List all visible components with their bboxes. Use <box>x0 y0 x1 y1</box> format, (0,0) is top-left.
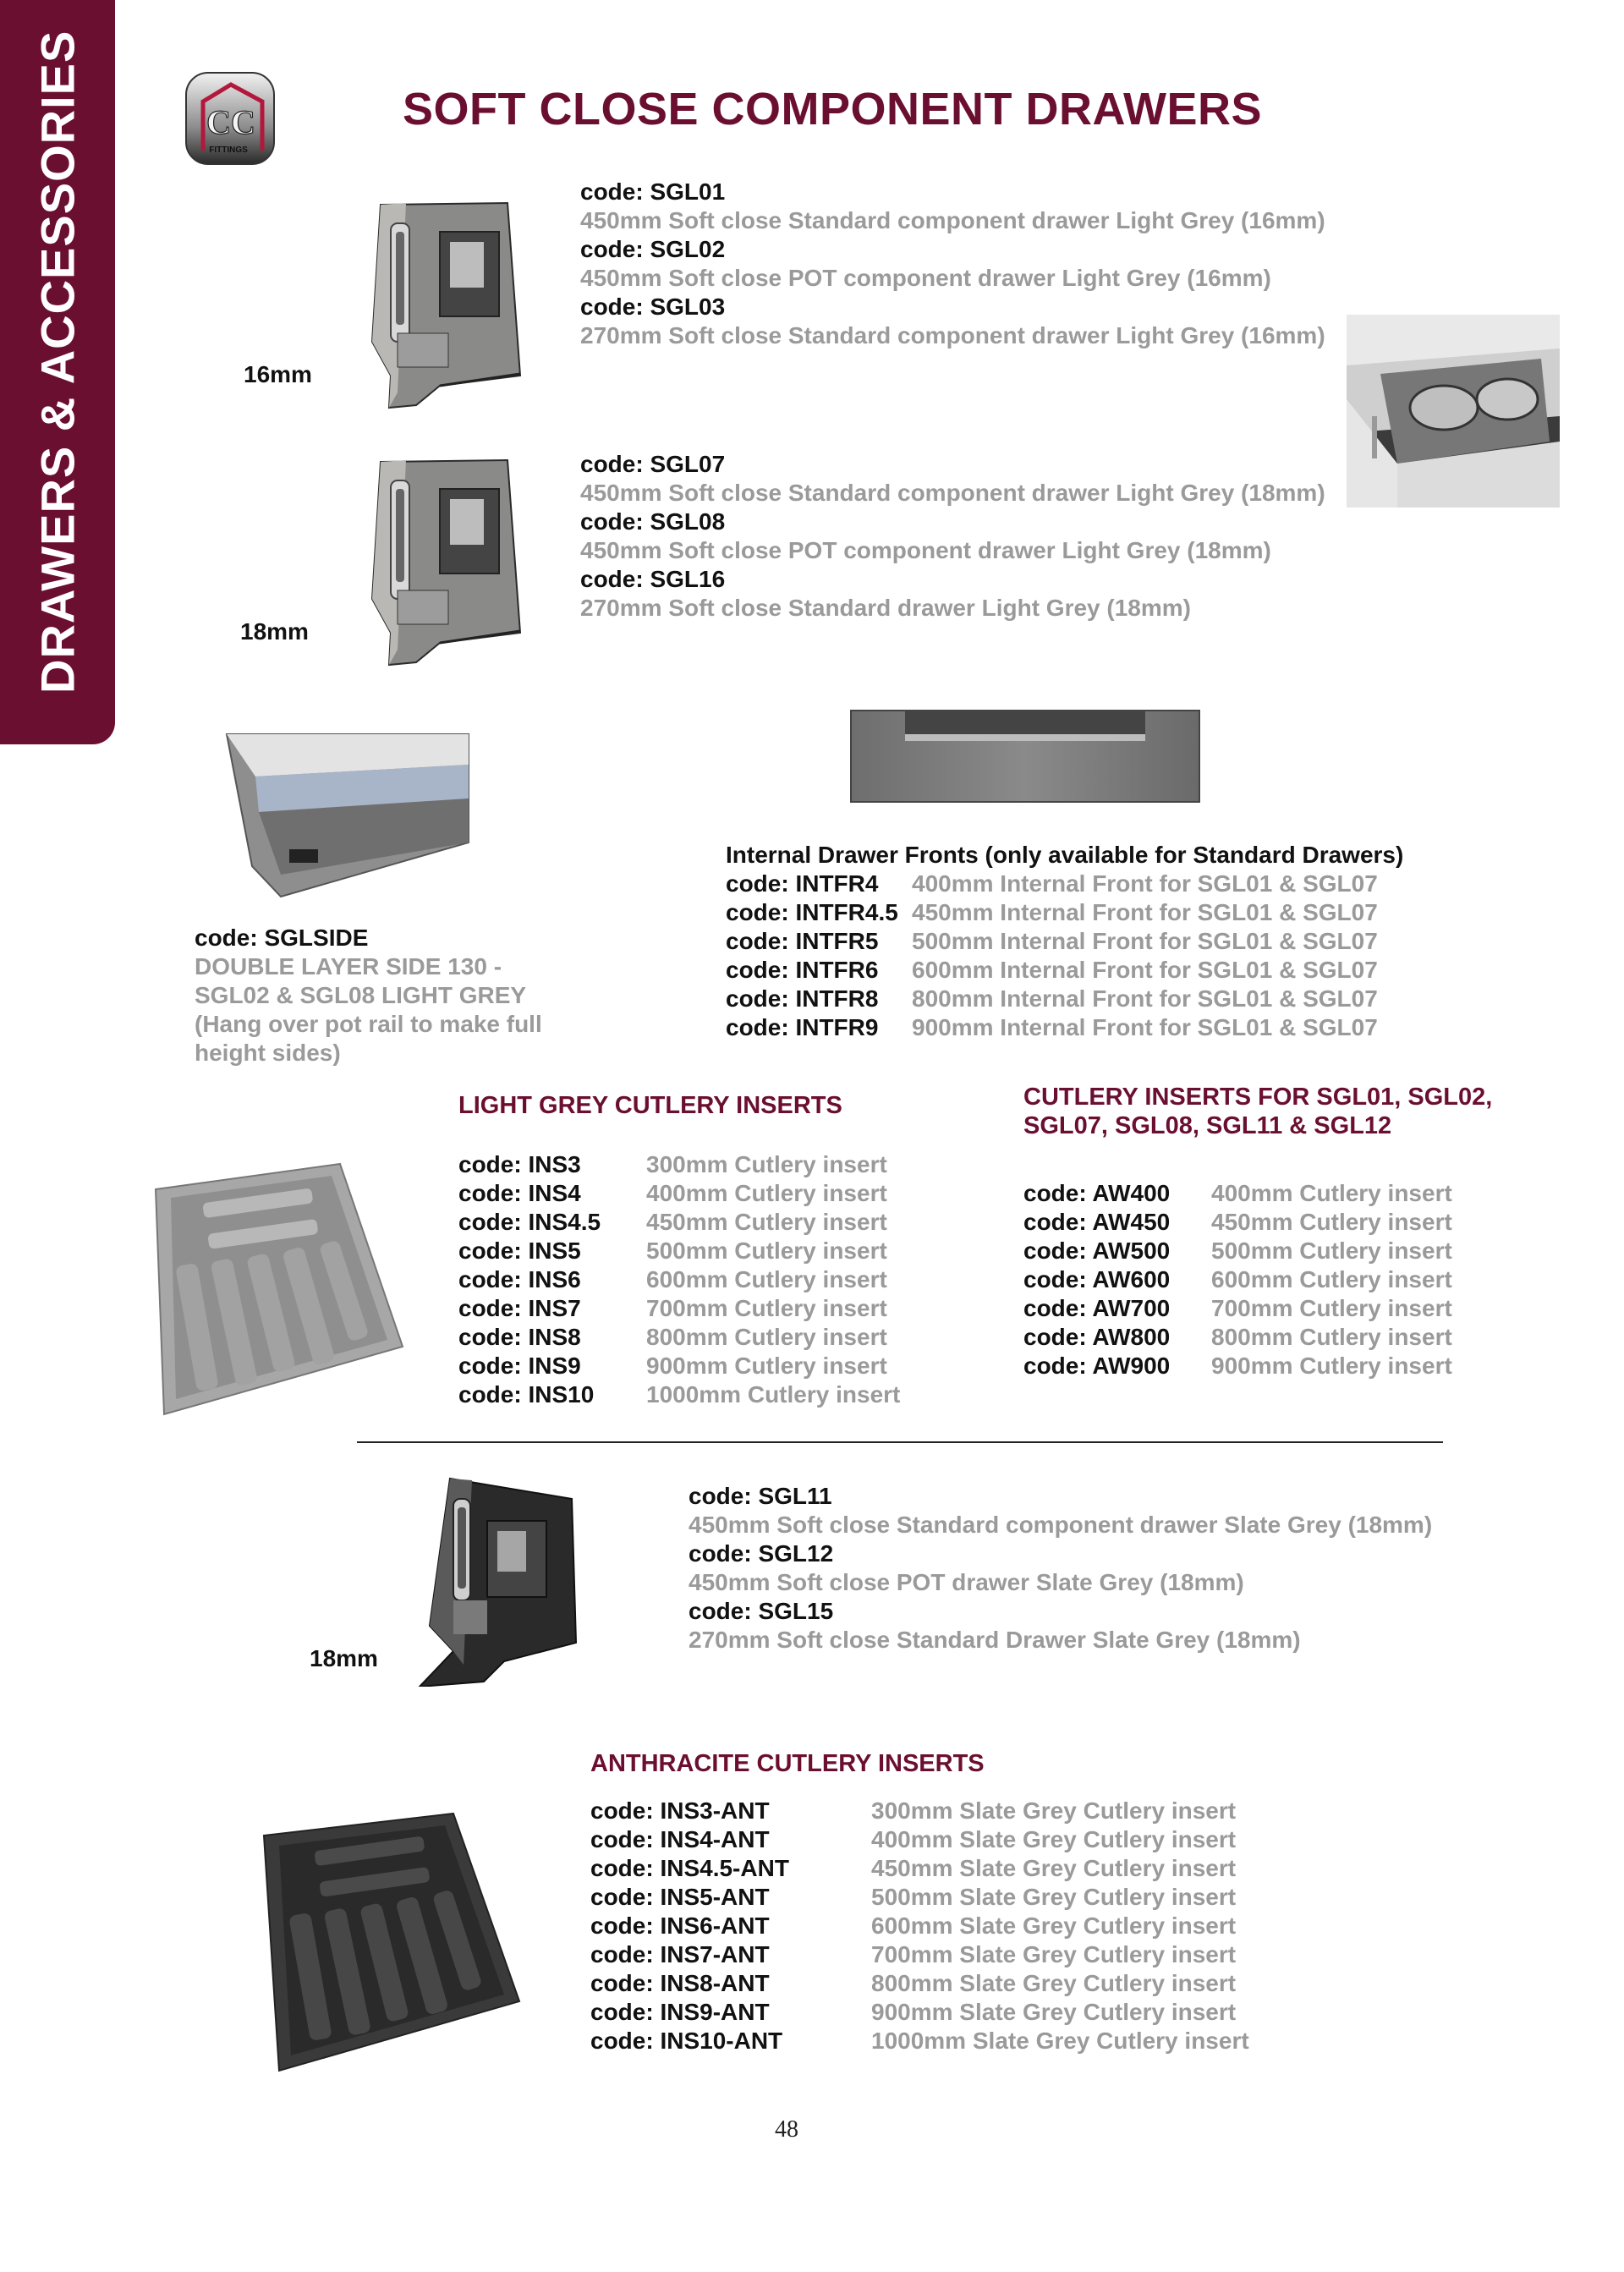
product-code: code: INS4 <box>458 1180 581 1206</box>
list-item <box>458 1237 900 1265</box>
aw-inserts-heading-line2: SGL07, SGL08, SGL11 & SGL12 <box>1023 1112 1392 1139</box>
product-code: code: SGLSIDE <box>195 925 369 951</box>
size-label-slate-18mm: 18mm <box>310 1645 378 1671</box>
light-grey-insert-image <box>152 1162 406 1416</box>
product-desc: 450mm Soft close Standard component drawer Light Grey (16mm) <box>580 207 1325 233</box>
aw-inserts-list <box>1023 1179 1452 1380</box>
product-desc: 270mm Soft close Standard drawer Light Grey (18mm) <box>580 595 1191 621</box>
list-item <box>590 1883 1249 1912</box>
product-code: code: INS9-ANT <box>590 1999 770 2025</box>
product-code: code: SGL16 <box>580 566 726 592</box>
product-desc: 800mm Cutlery insert <box>646 1324 887 1350</box>
product-code: code: AW500 <box>1023 1238 1171 1264</box>
product-code: code: AW900 <box>1023 1353 1171 1379</box>
company-logo <box>184 69 277 167</box>
light-inserts-list <box>458 1150 900 1409</box>
list-item <box>726 898 1378 927</box>
product-code: code: AW450 <box>1023 1209 1171 1235</box>
product-desc: 270mm Soft close Standard Drawer Slate Grey (18mm) <box>689 1627 1301 1653</box>
anthracite-insert-image <box>262 1812 521 2072</box>
product-code: code: INTFR8 <box>726 985 879 1012</box>
list-item <box>458 1179 900 1208</box>
product-desc: 800mm Slate Grey Cutlery insert <box>871 1970 1237 1996</box>
product-desc: 700mm Cutlery insert <box>646 1295 887 1321</box>
product-code: code: INTFR9 <box>726 1014 879 1040</box>
product-code: code: INS9 <box>458 1353 581 1379</box>
group16-list <box>580 178 1325 350</box>
list-item <box>726 1013 1378 1042</box>
list-item <box>590 1854 1249 1883</box>
product-desc: 700mm Cutlery insert <box>1211 1295 1452 1321</box>
product-desc: 450mm Cutlery insert <box>1211 1209 1452 1235</box>
list-item <box>1023 1323 1452 1352</box>
group18-list <box>580 450 1325 623</box>
list-item <box>1023 1265 1452 1294</box>
list-item <box>458 1323 900 1352</box>
list-item <box>590 2027 1249 2055</box>
product-desc-line: height sides) <box>195 1040 341 1066</box>
product-code: code: SGL07 <box>580 451 726 477</box>
product-desc: 900mm Slate Grey Cutlery insert <box>871 1999 1237 2025</box>
product-code: code: INTFR4 <box>726 870 879 897</box>
page-number: 48 <box>775 2116 798 2143</box>
list-item <box>1023 1237 1452 1265</box>
product-code: code: INS8-ANT <box>590 1970 770 1996</box>
product-code: code: AW800 <box>1023 1324 1171 1350</box>
logo-text: CC <box>206 103 255 141</box>
list-item <box>590 1825 1249 1854</box>
section-divider <box>357 1441 1443 1443</box>
product-desc: 1000mm Cutlery insert <box>646 1381 901 1408</box>
aw-inserts-heading-line1: CUTLERY INSERTS FOR SGL01, SGL02, <box>1023 1084 1493 1111</box>
product-code: code: INTFR4.5 <box>726 899 898 925</box>
drawer-side-slate-image <box>403 1474 580 1687</box>
product-code: code: SGL12 <box>689 1540 834 1567</box>
list-item <box>458 1294 900 1323</box>
product-desc: 500mm Cutlery insert <box>1211 1238 1452 1264</box>
product-code: code: INS3-ANT <box>590 1797 770 1824</box>
drawer-side-18mm-image <box>338 455 524 668</box>
product-code: code: INS7 <box>458 1295 581 1321</box>
product-desc: 450mm Cutlery insert <box>646 1209 887 1235</box>
list-item <box>590 1797 1249 1825</box>
product-desc: 400mm Cutlery insert <box>1211 1180 1452 1206</box>
product-desc: 700mm Slate Grey Cutlery insert <box>871 1941 1237 1967</box>
product-desc: 400mm Slate Grey Cutlery insert <box>871 1826 1237 1852</box>
logo-subtext: FITTINGS <box>209 145 248 155</box>
product-code: code: INS6-ANT <box>590 1913 770 1939</box>
list-item <box>726 956 1378 985</box>
product-code: code: INTFR6 <box>726 957 879 983</box>
product-code: code: SGL11 <box>689 1483 832 1509</box>
list-item <box>458 1208 900 1237</box>
list-item <box>458 1352 900 1380</box>
product-desc: 900mm Cutlery insert <box>646 1353 887 1379</box>
product-desc: 600mm Cutlery insert <box>1211 1266 1452 1292</box>
list-item <box>726 870 1378 898</box>
product-code: code: INS5 <box>458 1238 581 1264</box>
slate-group-list <box>689 1482 1432 1655</box>
product-code: code: INS4.5-ANT <box>590 1855 789 1881</box>
product-code: code: INS5-ANT <box>590 1884 770 1910</box>
product-desc-line: DOUBLE LAYER SIDE 130 - <box>195 953 502 980</box>
page-title: SOFT CLOSE COMPONENT DRAWERS <box>403 84 1263 134</box>
list-item <box>1023 1294 1452 1323</box>
product-desc-line: (Hang over pot rail to make full <box>195 1011 542 1037</box>
product-code: code: SGL08 <box>580 508 726 535</box>
internal-front-image <box>849 709 1201 804</box>
list-item <box>590 1969 1249 1998</box>
list-item <box>590 1912 1249 1940</box>
list-item <box>1023 1208 1452 1237</box>
internal-fronts-list <box>726 870 1378 1042</box>
sglside-block <box>195 924 542 1067</box>
size-label-16mm: 16mm <box>244 361 312 387</box>
product-desc: 450mm Soft close Standard component drawer Slate Grey (18mm) <box>689 1512 1433 1538</box>
product-desc: 450mm Soft close POT drawer Slate Grey (18mm) <box>689 1569 1244 1595</box>
product-code: code: INS8 <box>458 1324 581 1350</box>
product-code: code: INS3 <box>458 1151 581 1177</box>
product-code: code: AW700 <box>1023 1295 1171 1321</box>
product-desc: 500mm Internal Front for SGL01 & SGL07 <box>912 928 1378 954</box>
product-code: code: INS10-ANT <box>590 2028 783 2054</box>
internal-fronts-heading: Internal Drawer Fronts (only available for Standard Drawers) <box>726 842 1404 868</box>
product-desc: 800mm Internal Front for SGL01 & SGL07 <box>912 985 1378 1012</box>
product-code: code: SGL02 <box>580 236 726 262</box>
product-desc: 500mm Cutlery insert <box>646 1238 887 1264</box>
product-code: code: INS10 <box>458 1381 595 1408</box>
product-code: code: AW400 <box>1023 1180 1171 1206</box>
list-item <box>1023 1179 1452 1208</box>
anthracite-inserts-heading: ANTHRACITE CUTLERY INSERTS <box>590 1750 985 1777</box>
product-desc: 500mm Slate Grey Cutlery insert <box>871 1884 1237 1910</box>
product-desc: 400mm Internal Front for SGL01 & SGL07 <box>912 870 1378 897</box>
product-desc: 450mm Soft close Standard component drawer Light Grey (18mm) <box>580 480 1325 506</box>
product-code: code: INS4-ANT <box>590 1826 770 1852</box>
product-code: code: INS6 <box>458 1266 581 1292</box>
list-item <box>1023 1352 1452 1380</box>
drawer-side-16mm-image <box>338 198 524 411</box>
anthracite-inserts-list <box>590 1797 1249 2055</box>
product-desc-line: SGL02 & SGL08 LIGHT GREY <box>195 982 527 1008</box>
list-item <box>458 1380 900 1409</box>
light-inserts-heading: LIGHT GREY CUTLERY INSERTS <box>458 1092 842 1119</box>
product-code: code: SGL15 <box>689 1598 834 1624</box>
list-item <box>458 1265 900 1294</box>
size-label-18mm: 18mm <box>240 618 309 645</box>
product-desc: 450mm Internal Front for SGL01 & SGL07 <box>912 899 1378 925</box>
product-code: code: INTFR5 <box>726 928 879 954</box>
product-desc: 450mm Slate Grey Cutlery insert <box>871 1855 1237 1881</box>
list-item <box>726 927 1378 956</box>
product-desc: 900mm Internal Front for SGL01 & SGL07 <box>912 1014 1378 1040</box>
kitchen-drawer-photo <box>1347 315 1560 508</box>
product-desc: 600mm Internal Front for SGL01 & SGL07 <box>912 957 1378 983</box>
list-item <box>726 985 1378 1013</box>
product-code: code: AW600 <box>1023 1266 1171 1292</box>
product-desc: 300mm Cutlery insert <box>646 1151 887 1177</box>
list-item <box>458 1150 900 1179</box>
side-tab-label: DRAWERS & ACCESSORIES <box>30 30 85 694</box>
list-item <box>590 1940 1249 1969</box>
product-desc: 450mm Soft close POT component drawer Light Grey (16mm) <box>580 265 1271 291</box>
product-desc: 800mm Cutlery insert <box>1211 1324 1452 1350</box>
product-code: code: INS7-ANT <box>590 1941 770 1967</box>
product-desc: 900mm Cutlery insert <box>1211 1353 1452 1379</box>
product-code: code: SGL01 <box>580 178 726 205</box>
product-desc: 450mm Soft close POT component drawer Light Grey (18mm) <box>580 537 1271 563</box>
product-desc: 400mm Cutlery insert <box>646 1180 887 1206</box>
product-desc: 300mm Slate Grey Cutlery insert <box>871 1797 1237 1824</box>
product-code: code: INS4.5 <box>458 1209 601 1235</box>
product-desc: 600mm Slate Grey Cutlery insert <box>871 1913 1237 1939</box>
product-desc: 270mm Soft close Standard component drawer Light Grey (16mm) <box>580 322 1325 348</box>
product-desc: 600mm Cutlery insert <box>646 1266 887 1292</box>
list-item <box>590 1998 1249 2027</box>
product-desc: 1000mm Slate Grey Cutlery insert <box>871 2028 1249 2054</box>
product-code: code: SGL03 <box>580 294 726 320</box>
double-layer-side-image <box>222 731 472 900</box>
